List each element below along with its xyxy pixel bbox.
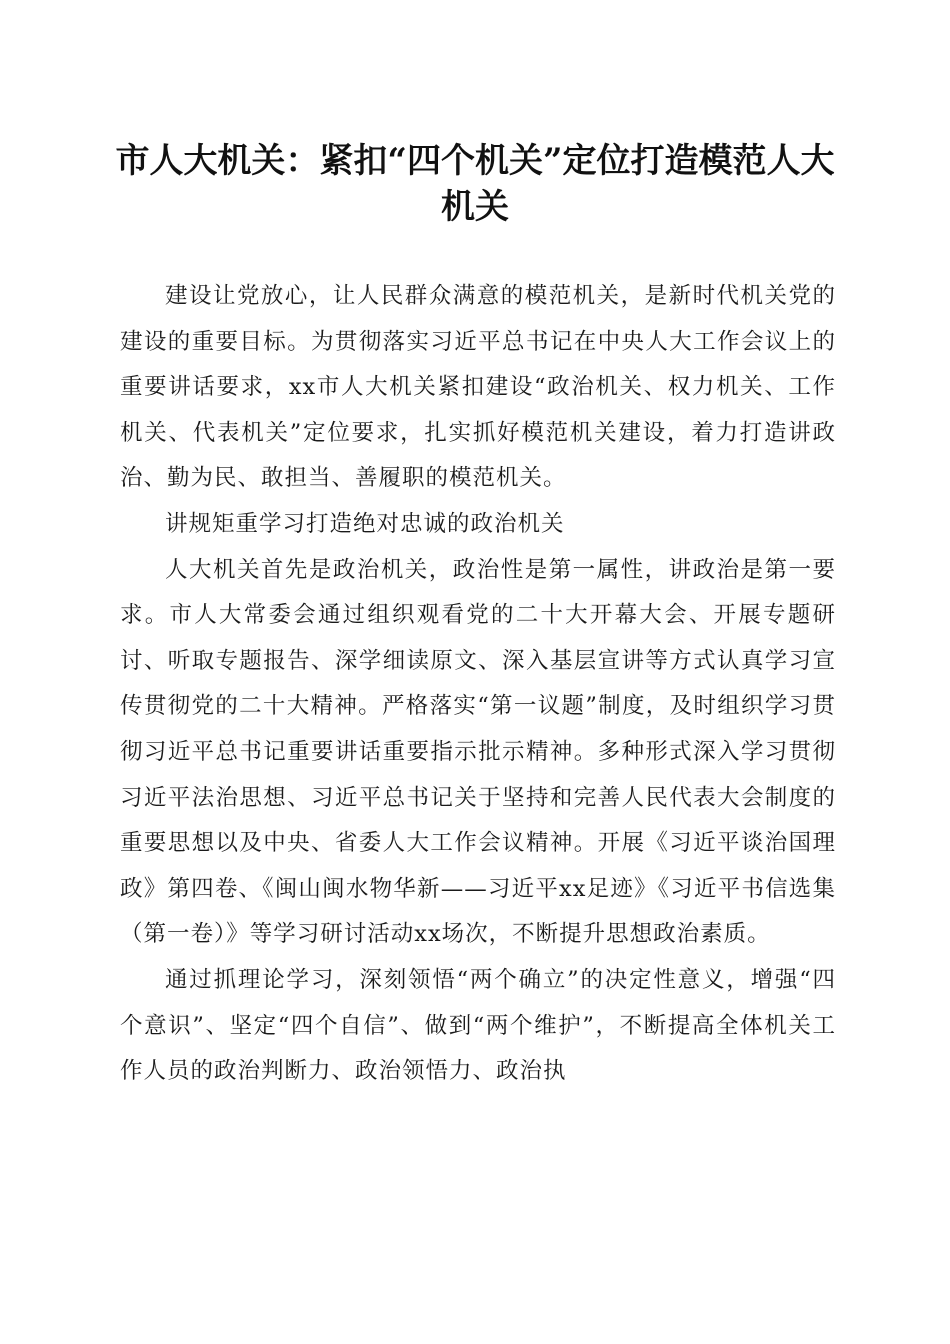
paragraph-intro: 建设让党放心，让人民群众满意的模范机关，是新时代机关党的建设的重要目标。为贯彻落实习近平总书记在中央人大工作会议上的重要讲话要求，xx市人大机关紧扣建设“政治机关、权力机关、工作机关、代表机关”定位要求，扎实抓好模范机关建设，着力打造讲政治、勤为民、敢担当、善履职的模范机关。 — [120, 283, 836, 492]
paragraph-political: 人大机关首先是政治机关，政治性是第一属性，讲政治是第一要求。市人大常委会通过组织观看党的二十大开幕大会、开展专题研讨、听取专题报告、深学细读原文、深入基层宣讲等方式认真学习宣传贯彻党的二十大精神。严格落实“第一议题”制度，及时组织学习贯彻习近平总书记重要讲话重要指示批示精神。多种形式深入学习贯彻习近平法治思想、习近平总书记关于坚持和完善人民代表大会制度的重要思想以及中央、省委人大工作会议精神。开展《习近平谈治国理政》第四卷、《闽山闽水物华新——习近平xx足迹》《习近平书信选集（第一卷）》等学习研讨活动xx场次，不断提升思想政治素质。 — [120, 556, 836, 948]
document-title: 市人大机关：紧扣“四个机关”定位打造模范人大机关 — [115, 141, 835, 227]
document-body — [120, 274, 836, 1095]
paragraph-theory: 通过抓理论学习，深刻领悟“两个确立”的决定性意义，增强“四个意识”、坚定“四个自信”、做到“两个维护”，不断提高全体机关工作人员的政治判断力、政治领悟力、政治执 — [120, 966, 836, 1085]
section-heading: 讲规矩重学习打造绝对忠诚的政治机关 — [165, 510, 565, 537]
